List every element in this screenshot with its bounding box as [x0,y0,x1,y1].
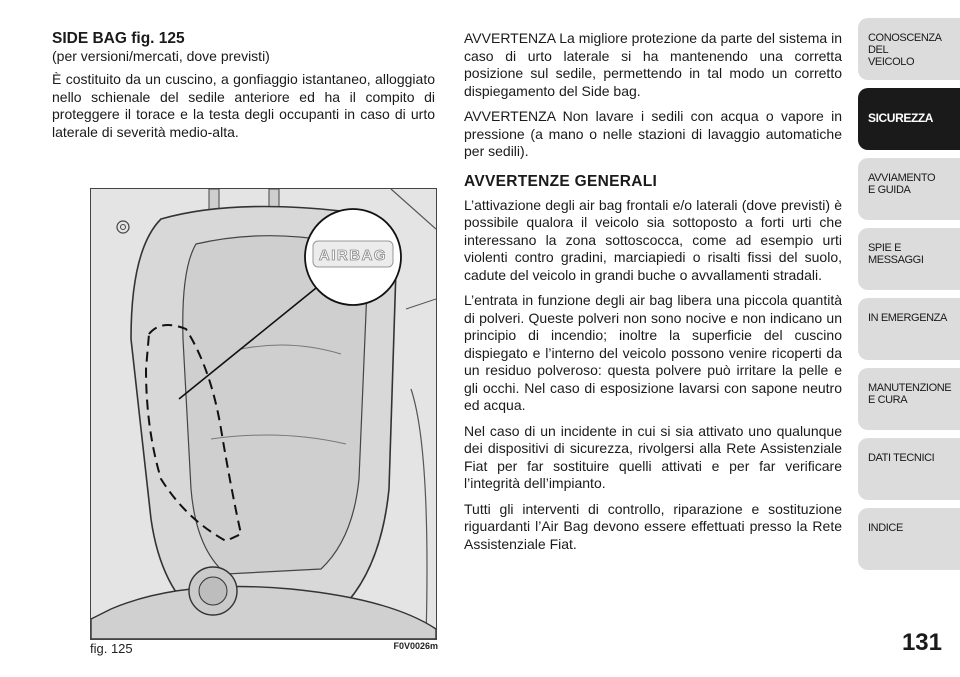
figure-code: F0V0026m [393,641,438,651]
tab-label: INDICE [868,522,903,534]
airbag-badge-label: AIRBAG [318,247,388,264]
warnings-section [464,30,842,561]
tab-label: SPIE E MESSAGGI [868,242,924,266]
tab-in-emergenza[interactable] [858,298,960,360]
tab-label: CONOSCENZA DEL VEICOLO [868,32,942,68]
tab-sicurezza[interactable] [858,88,960,150]
seat-illustration [91,189,436,639]
section-subtitle: (per versioni/mercati, dove previsti) [52,48,270,64]
tab-avviamento-e-guida[interactable] [858,158,960,220]
page-number: 131 [901,629,942,656]
side-bag-section [52,30,435,141]
general-paragraph-2: L’entrata in funzione degli air bag libera una piccola quantità di polveri. Queste polveri non sono nocive e non indicano un principio di incendio; inoltre la superficie del cuscino dispiegato e l’interno del veicolo possono venire ricoperti da un residuo polveroso: questa polvere può irritare la pelle e gli occhi. Nel caso di esposizione lavarsi con sapone neutro ed acqua. [464,292,842,413]
tab-label: IN EMERGENZA [868,312,947,324]
tab-label: MANUTENZIONE E CURA [868,382,952,406]
section-title: SIDE BAG fig. 125 [52,30,185,47]
tab-label: SICUREZZA [868,111,934,125]
warning-paragraph-1: AVVERTENZA La migliore protezione da parte del sistema in caso di urto laterale si ha mantenendo una corretta posizione sul sedile, permettendo in tal modo un corretto dispiegamento del Side bag. [464,30,842,99]
tab-manutenzione-e-cura[interactable] [858,368,960,430]
figure-caption: fig. 125 [90,641,133,656]
tab-dati-tecnici[interactable] [858,438,960,500]
general-paragraph-1: L’attivazione degli air bag frontali e/o laterali (dove previsti) è possibile qualora il veicolo sia sottoposto a forti urti che interessano la zona sottoscocca, come ad esempio urti violenti contro gradini, marciapiedi o risalti fissi del suolo, cadute del veicolo in grandi buche o avvallamenti stradali. [464,196,842,283]
general-paragraph-3: Nel caso di un incidente in cui si sia attivato uno qualunque dei dispositivi di sicurezza, rivolgersi alla Rete Assistenziale Fiat per far sostituire quelli attivati e per far verificare l’integrità dell’impianto. [464,422,842,491]
tab-conoscenza-del-veicolo[interactable] [858,18,960,80]
tab-label: AVVIAMENTO E GUIDA [868,172,936,196]
tab-label: DATI TECNICI [868,452,935,464]
general-warnings-heading: AVVERTENZE GENERALI [464,172,658,190]
chapter-tabs [858,18,960,578]
tab-indice[interactable] [858,508,960,570]
figure-caption-row [90,641,438,659]
warning-paragraph-2: AVVERTENZA Non lavare i sedili con acqua o vapore in pressione (a mano o nelle stazioni di lavaggio automatiche per sedili). [464,108,842,159]
general-paragraph-4: Tutti gli interventi di controllo, riparazione e sostituzione riguardanti l’Air Bag devono essere effettuati presso la Rete Assistenziale Fiat. [464,500,842,552]
tab-spie-e-messaggi[interactable] [858,228,960,290]
seat-airbag-figure [90,188,437,640]
section-body: È costituito da un cuscino, a gonfiaggio istantaneo, alloggiato nello schienale del sedile anteriore ed ha il compito di proteggere il torace e la testa degli occupanti in caso di urto laterale di severità medio-alta. [52,71,435,140]
